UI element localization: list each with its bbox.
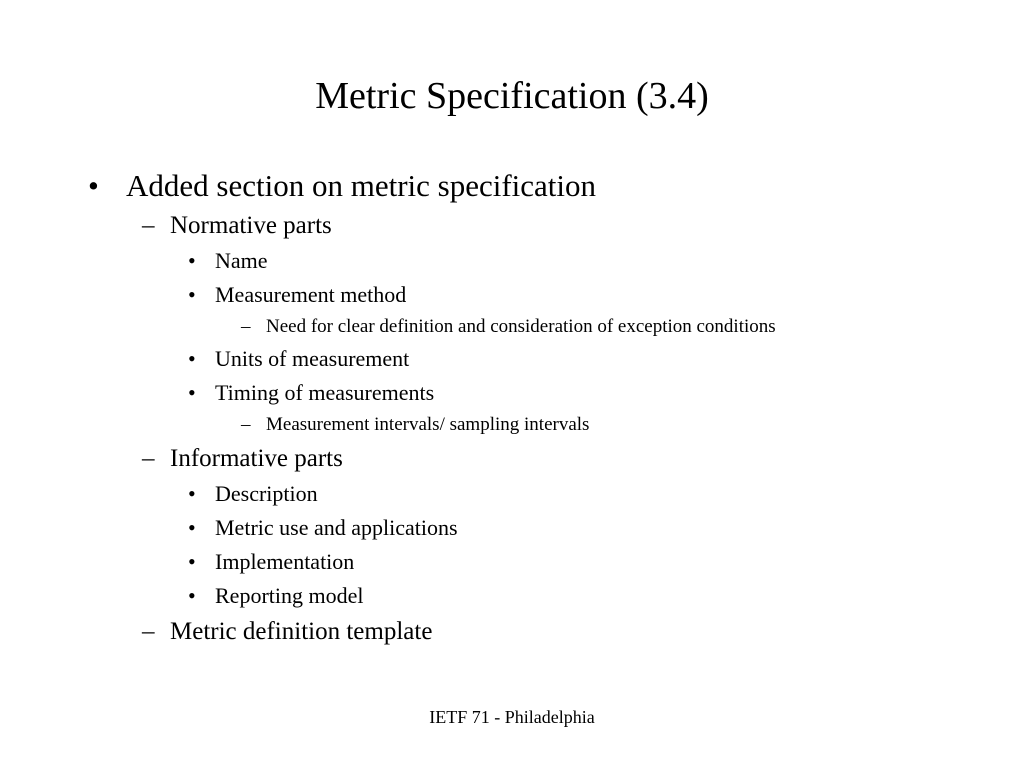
item-implementation: Implementation [215,549,355,574]
item-measurement-method: Measurement method [215,282,407,307]
item-reporting-model: Reporting model [215,583,364,608]
bullet-marker: • [88,168,99,203]
item-normative-parts: Normative parts [170,212,332,239]
item-informative-parts: Informative parts [170,445,343,472]
dash-marker: – [241,316,251,337]
item-method-detail: Need for clear definition and consideration of exception conditions [266,316,776,337]
dash-marker: – [142,618,155,645]
item-timing: Timing of measurements [215,380,435,405]
bullet-marker: • [188,583,196,608]
bullet-marker: • [188,549,196,574]
bullet-marker: • [188,282,196,307]
item-units: Units of measurement [215,346,410,371]
item-definition-template: Metric definition template [170,618,433,645]
bullet-marker: • [188,346,196,371]
item-timing-detail: Measurement intervals/ sampling intervals [266,414,590,435]
dash-marker: – [142,212,155,239]
slide-footer: IETF 71 - Philadelphia [429,707,595,727]
dash-marker: – [142,445,155,472]
bullet-marker: • [188,380,196,405]
slide-title: Metric Specification (3.4) [315,75,709,117]
bullet-marker: • [188,481,196,506]
bullet-added-section: Added section on metric specification [126,168,597,203]
bullet-marker: • [188,515,196,540]
item-metric-use: Metric use and applications [215,515,458,540]
item-name: Name [215,248,268,273]
item-description: Description [215,481,318,506]
bullet-marker: • [188,248,196,273]
dash-marker: – [241,414,251,435]
